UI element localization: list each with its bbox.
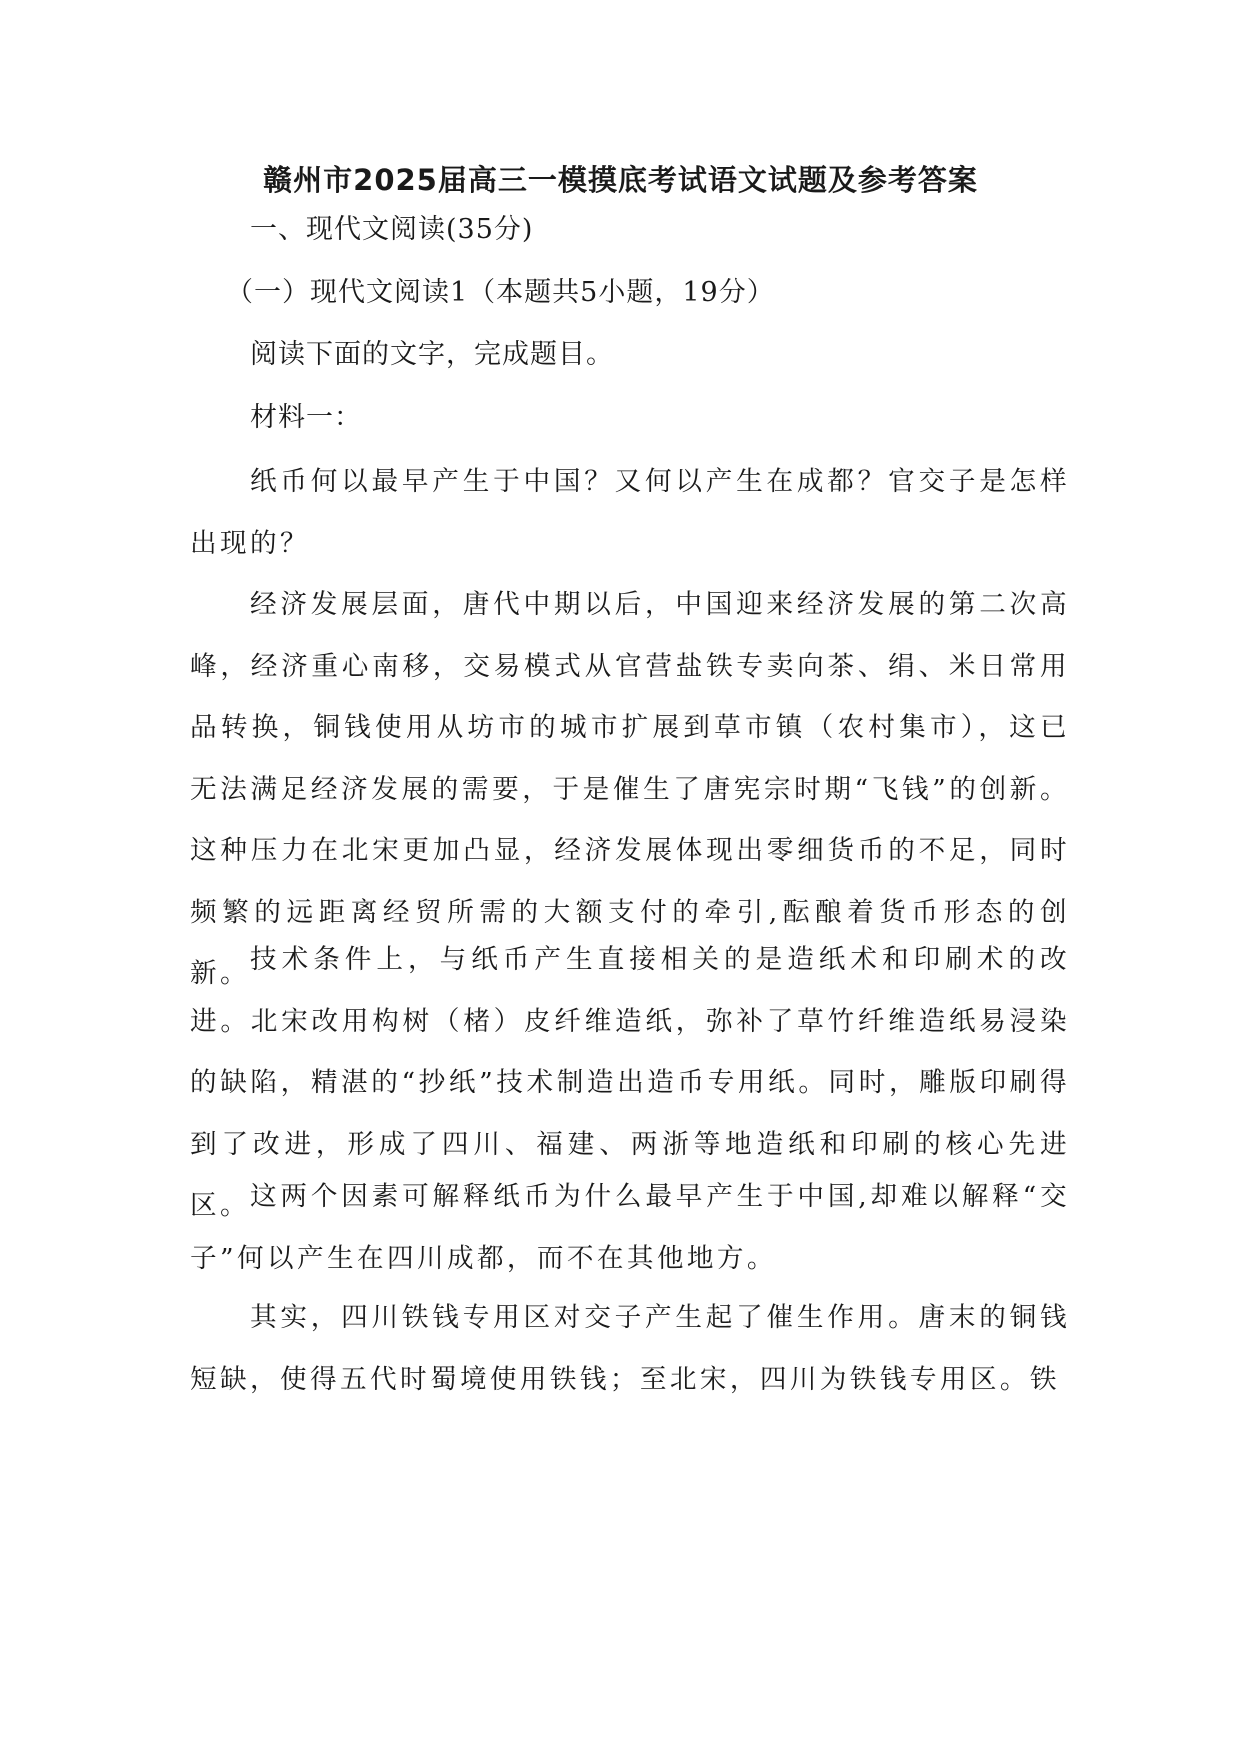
paragraph-economy: 经济发展层面，唐代中期以后，中国迎来经济发展的第二次高峰，经济重心南移，交易模式从官营盐铁专卖向茶、绢、米日常用品转换，铜钱使用从坊市的城市扩展到草市镇（农村集市），这已无法满足经济发展的需要，于是催生了唐宪宗时期“飞钱”的创新。这种压力在北宋更加凸显，经济发展体现出零细货币的不足，同时频繁的远距离经贸所需的大额支付的牵引,酝酿着货币形态的创新。: [190, 589, 1070, 989]
section-heading: 一、现代文阅读(35分): [250, 214, 534, 245]
material-label: 材料一：: [250, 402, 362, 433]
paragraph-explanation: 这两个因素可解释纸币为什么最早产生于中国,却难以解释“交子”何以产生在四川成都，而不在其他地方。: [190, 1181, 1070, 1274]
document-title: 赣州市2025届高三一模摸底考试语文试题及参考答案: [263, 163, 978, 197]
reading-instruction: 阅读下面的文字，完成题目。: [250, 339, 614, 370]
subsection-heading: （一）现代文阅读1（本题共5小题，19分）: [226, 277, 775, 308]
paragraph-iron-coins: 其实，四川铁钱专用区对交子产生起了催生作用。唐末的铜钱短缺，使得五代时蜀境使用铁钱；至北宋，四川为铁钱专用区。铁: [190, 1302, 1070, 1395]
paragraph-technology: 技术条件上，与纸币产生直接相关的是造纸术和印刷术的改进。北宋改用构树（楮）皮纤维造纸，弥补了草竹纤维造纸易浸染的缺陷，精湛的“抄纸”技术制造出造币专用纸。同时，雕版印刷得到了改进，形成了四川、福建、两浙等地造纸和印刷的核心先进区。: [190, 944, 1070, 1221]
paragraph-questions: 纸币何以最早产生于中国？又何以产生在成都？官交子是怎样出现的？: [190, 466, 1070, 559]
